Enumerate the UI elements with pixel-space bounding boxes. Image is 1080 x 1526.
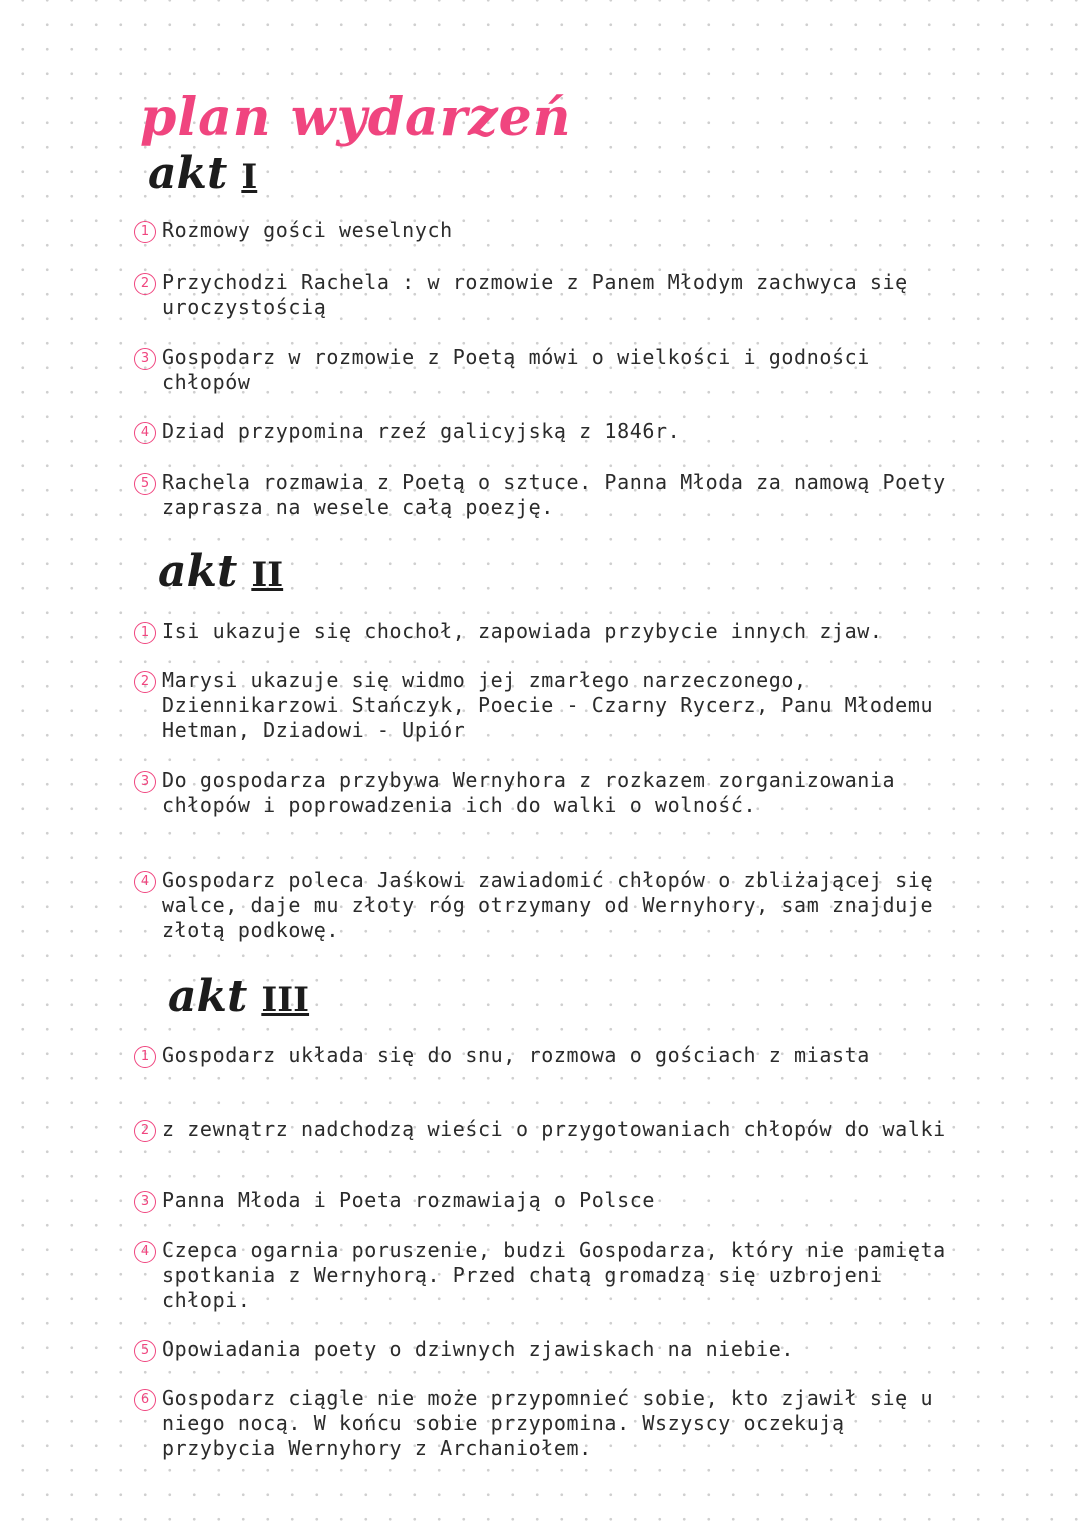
act-3-event-4: [134, 1238, 964, 1313]
act-1-number: I: [241, 157, 258, 197]
act-3-event-6: [134, 1386, 964, 1461]
act-3-event-1: [134, 1043, 964, 1068]
number-circle-icon: 4: [134, 422, 156, 444]
event-text: Przychodzi Rachela : w rozmowie z Panem Młodym zachwyca się uroczystością: [162, 270, 908, 319]
number-circle-icon: 6: [134, 1389, 156, 1411]
event-text: Gospodarz ciągle nie może przypomnieć sobie, kto zjawił się u niego nocą. W końcu sobie przypomina. Wszyscy oczekują przybycia Wernyhory z Archaniołem.: [162, 1386, 934, 1460]
number-circle-icon: 2: [134, 1120, 156, 1142]
act-3-label: akt: [168, 971, 248, 1022]
number-circle-icon: 5: [134, 473, 156, 495]
event-text: Dziad przypomina rzeź galicyjską z 1846r.: [162, 419, 681, 443]
number-circle-icon: 2: [134, 273, 156, 295]
act-1-event-3: [134, 345, 964, 395]
event-text: Rozmowy gości weselnych: [162, 218, 453, 242]
event-text: Opowiadania poety o dziwnych zjawiskach na niebie.: [162, 1337, 795, 1361]
act-1-label: akt: [148, 148, 228, 199]
number-circle-icon: 4: [134, 871, 156, 893]
number-circle-icon: 1: [134, 622, 156, 644]
act-2-event-2: [134, 668, 964, 743]
act-1-event-1: [134, 218, 964, 243]
act-1-event-4: [134, 419, 964, 444]
act-2-event-4: [134, 868, 964, 943]
event-text: Marysi ukazuje się widmo jej zmarłego narzeczonego, Dziennikarzowi Stańczyk, Poecie - Czarny Rycerz, Panu Młodemu Hetman, Dziadowi - Upiór: [162, 668, 934, 742]
act-3-heading: [168, 971, 310, 1022]
number-circle-icon: 3: [134, 348, 156, 370]
page-title: plan wydarzeń: [140, 87, 572, 148]
act-2-event-1: [134, 619, 964, 644]
act-3-number: III: [261, 980, 310, 1020]
event-text: Gospodarz poleca Jaśkowi zawiadomić chłopów o zbliżającej się walce, daje mu złoty róg otrzymany od Wernyhory, sam znajduje złotą podkowę.: [162, 868, 934, 942]
act-2-label: akt: [158, 546, 238, 597]
number-circle-icon: 3: [134, 771, 156, 793]
act-3-event-2: [134, 1117, 964, 1142]
number-circle-icon: 1: [134, 221, 156, 243]
event-text: Czepca ogarnia poruszenie, budzi Gospodarza, który nie pamięta spotkania z Wernyhorą. Przed chatą gromadzą się uzbrojeni chłopi.: [162, 1238, 946, 1312]
event-text: Isi ukazuje się chochoł, zapowiada przybycie innych zjaw.: [162, 619, 883, 643]
act-2-number: II: [251, 555, 284, 595]
event-text: Rachela rozmawia z Poetą o sztuce. Panna Młoda za namową Poety zaprasza na wesele całą poezję.: [162, 470, 946, 519]
number-circle-icon: 3: [134, 1191, 156, 1213]
number-circle-icon: 1: [134, 1046, 156, 1068]
act-1-event-5: [134, 470, 964, 520]
act-3-event-3: [134, 1188, 964, 1213]
act-1-heading: [148, 148, 258, 199]
number-circle-icon: 4: [134, 1241, 156, 1263]
act-2-event-3: [134, 768, 964, 818]
event-text: Panna Młoda i Poeta rozmawiają o Polsce: [162, 1188, 655, 1212]
event-text: Do gospodarza przybywa Wernyhora z rozkazem zorganizowania chłopów i poprowadzenia ich do walki o wolność.: [162, 768, 896, 817]
event-text: Gospodarz w rozmowie z Poetą mówi o wielkości i godności chłopów: [162, 345, 870, 394]
number-circle-icon: 5: [134, 1340, 156, 1362]
act-3-event-5: [134, 1337, 964, 1362]
event-text: Gospodarz układa się do snu, rozmowa o gościach z miasta: [162, 1043, 870, 1067]
number-circle-icon: 2: [134, 671, 156, 693]
act-1-event-2: [134, 270, 964, 320]
event-text: z zewnątrz nadchodzą wieści o przygotowaniach chłopów do walki: [162, 1117, 946, 1141]
act-2-heading: [158, 546, 284, 597]
